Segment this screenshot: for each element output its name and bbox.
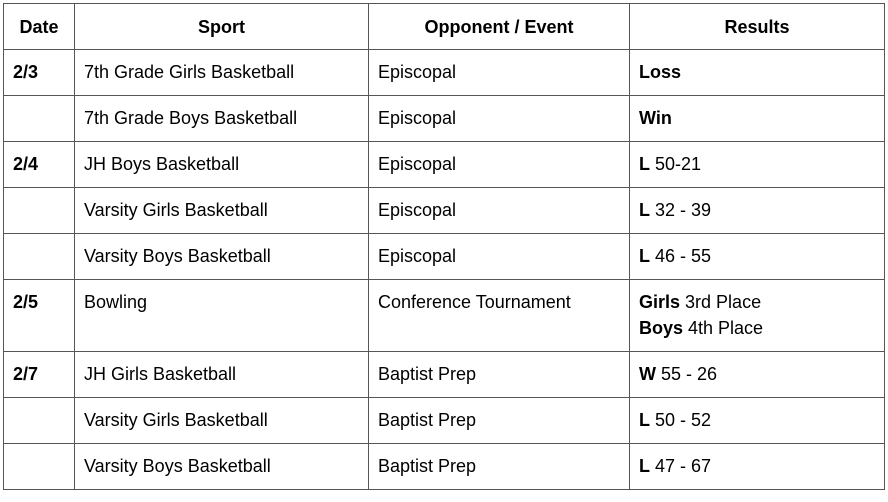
table-row bbox=[4, 444, 885, 490]
table-row bbox=[4, 352, 885, 398]
sport-cell: 7th Grade Boys Basketball bbox=[75, 96, 369, 142]
sport-cell: Bowling bbox=[75, 280, 369, 352]
sport-cell: JH Girls Basketball bbox=[75, 352, 369, 398]
opponent-cell: Conference Tournament bbox=[369, 280, 630, 352]
result-outcome: L bbox=[639, 456, 650, 476]
date-cell: 2/4 bbox=[4, 142, 75, 188]
opponent-cell: Episcopal bbox=[369, 96, 630, 142]
result-line-boys bbox=[639, 315, 875, 341]
table-row bbox=[4, 50, 885, 96]
result-score: 50 - 52 bbox=[650, 410, 712, 430]
result-cell bbox=[630, 352, 885, 398]
table-row bbox=[4, 234, 885, 280]
result-score: 4th Place bbox=[683, 318, 764, 338]
sport-cell: JH Boys Basketball bbox=[75, 142, 369, 188]
table-row bbox=[4, 280, 885, 352]
date-cell bbox=[4, 444, 75, 490]
date-cell bbox=[4, 234, 75, 280]
result-score: 3rd Place bbox=[680, 292, 762, 312]
result-cell bbox=[630, 188, 885, 234]
date-cell: 2/3 bbox=[4, 50, 75, 96]
table-row bbox=[4, 188, 885, 234]
opponent-cell: Baptist Prep bbox=[369, 398, 630, 444]
date-cell: 2/7 bbox=[4, 352, 75, 398]
result-line-girls bbox=[639, 289, 875, 315]
result-score: 46 - 55 bbox=[650, 246, 712, 266]
date-cell bbox=[4, 398, 75, 444]
header-date: Date bbox=[4, 4, 75, 50]
results-table bbox=[3, 3, 885, 490]
opponent-cell: Episcopal bbox=[369, 50, 630, 96]
table-row bbox=[4, 96, 885, 142]
result-outcome: L bbox=[639, 154, 650, 174]
result-outcome: Girls bbox=[639, 292, 681, 312]
opponent-cell: Baptist Prep bbox=[369, 444, 630, 490]
header-row bbox=[4, 4, 885, 50]
result-score: 55 - 26 bbox=[656, 364, 718, 384]
sport-cell: Varsity Girls Basketball bbox=[75, 188, 369, 234]
result-cell bbox=[630, 50, 885, 96]
header-opponent: Opponent / Event bbox=[369, 4, 630, 50]
opponent-cell: Episcopal bbox=[369, 234, 630, 280]
date-cell: 2/5 bbox=[4, 280, 75, 352]
result-cell bbox=[630, 280, 885, 352]
result-cell bbox=[630, 96, 885, 142]
result-outcome: L bbox=[639, 246, 650, 266]
date-cell bbox=[4, 96, 75, 142]
sport-cell: Varsity Girls Basketball bbox=[75, 398, 369, 444]
opponent-cell: Baptist Prep bbox=[369, 352, 630, 398]
table-row bbox=[4, 142, 885, 188]
result-cell bbox=[630, 142, 885, 188]
result-score: 47 - 67 bbox=[650, 456, 712, 476]
result-cell bbox=[630, 398, 885, 444]
header-sport: Sport bbox=[75, 4, 369, 50]
result-score: 50-21 bbox=[650, 154, 702, 174]
result-outcome: W bbox=[639, 364, 656, 384]
result-outcome: L bbox=[639, 200, 650, 220]
result-outcome: Loss bbox=[639, 62, 682, 82]
result-outcome: Win bbox=[639, 108, 672, 128]
sport-cell: 7th Grade Girls Basketball bbox=[75, 50, 369, 96]
header-results: Results bbox=[630, 4, 885, 50]
result-outcome: L bbox=[639, 410, 650, 430]
result-cell bbox=[630, 234, 885, 280]
sport-cell: Varsity Boys Basketball bbox=[75, 444, 369, 490]
result-score: 32 - 39 bbox=[650, 200, 712, 220]
result-outcome: Boys bbox=[639, 318, 684, 338]
date-cell bbox=[4, 188, 75, 234]
sport-cell: Varsity Boys Basketball bbox=[75, 234, 369, 280]
result-cell bbox=[630, 444, 885, 490]
opponent-cell: Episcopal bbox=[369, 142, 630, 188]
table-row bbox=[4, 398, 885, 444]
opponent-cell: Episcopal bbox=[369, 188, 630, 234]
